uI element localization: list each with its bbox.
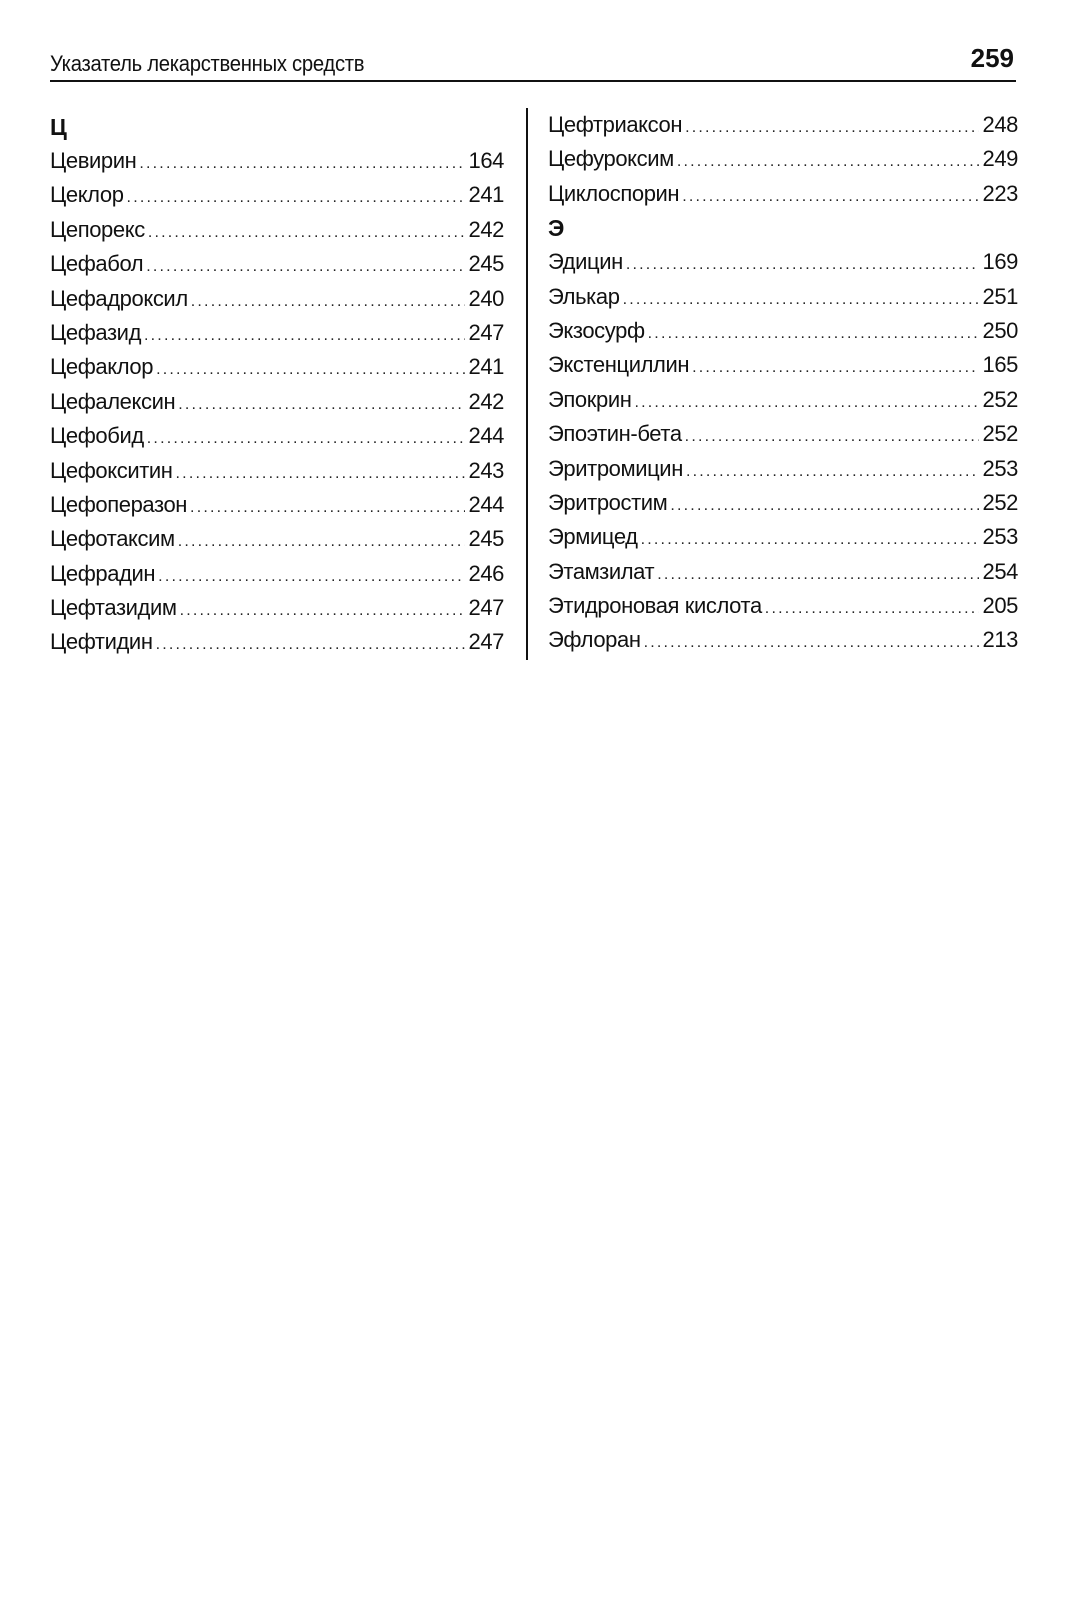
dot-leader (156, 628, 466, 662)
index-entry (50, 247, 504, 281)
entry-page: 165 (982, 352, 1018, 378)
entry-name: Этидроновая кислота (548, 593, 762, 619)
entry-name: Цепорекс (50, 216, 145, 242)
entry-name: Эпокрин (548, 386, 632, 412)
entry-page: 245 (468, 251, 504, 277)
dot-leader (148, 216, 466, 250)
entry-name: Цефокситин (50, 457, 173, 483)
entry-name: Цефрадин (50, 560, 156, 586)
dot-leader (682, 180, 979, 214)
entry-name: Цефобид (50, 423, 144, 449)
dot-leader (685, 420, 980, 454)
entry-page: 205 (982, 593, 1018, 619)
entry-page: 223 (982, 180, 1018, 206)
index-entry (548, 280, 1018, 314)
entry-name: Эрмицед (548, 524, 638, 550)
entry-page: 253 (982, 524, 1018, 550)
entry-page: 164 (468, 148, 504, 173)
dot-leader (139, 147, 465, 181)
dot-leader (692, 351, 979, 385)
index-entry (548, 589, 1018, 623)
entry-name: Экзосурф (548, 317, 645, 343)
dot-leader (147, 422, 466, 456)
entry-name: Цефабол (50, 251, 144, 277)
dot-leader (623, 283, 980, 317)
dot-leader (127, 181, 466, 215)
entry-page: 248 (982, 112, 1018, 137)
dot-leader (626, 248, 980, 282)
entry-page: 243 (468, 457, 504, 483)
index-entry (548, 520, 1018, 554)
dot-leader (146, 250, 465, 284)
entry-page: 244 (468, 491, 504, 517)
index-entry (50, 213, 504, 247)
entry-page: 246 (468, 560, 504, 586)
column-divider (526, 108, 528, 660)
index-entry (548, 348, 1018, 382)
section-letter: Э (548, 215, 565, 242)
page-number: 259 (970, 43, 1014, 73)
index-entry (548, 452, 1018, 486)
entry-page: 251 (982, 283, 1018, 309)
index-entry (548, 417, 1018, 451)
dot-leader (644, 626, 980, 660)
dot-leader (657, 558, 979, 592)
index-entry (50, 522, 504, 556)
entry-name: Цефуроксим (548, 146, 674, 172)
entry-name: Цеклор (50, 182, 124, 208)
index-column-right (548, 108, 1018, 658)
section-letter: Ц (50, 114, 67, 140)
entry-page: 247 (468, 629, 504, 655)
entry-name: Циклоспорин (548, 180, 680, 206)
running-title: Указатель лекарственных средств (50, 51, 365, 76)
index-entry (50, 454, 504, 488)
dot-leader (634, 386, 979, 420)
dot-leader (180, 594, 466, 628)
entry-page: 252 (982, 421, 1018, 447)
entry-name: Элькар (548, 283, 620, 309)
entry-page: 247 (468, 319, 504, 345)
entry-name: Цефалексин (50, 388, 176, 414)
dot-leader (685, 111, 979, 145)
entry-name: Эфлоран (548, 627, 641, 653)
dot-leader (158, 560, 465, 594)
index-entry (548, 177, 1018, 211)
dot-leader (641, 523, 980, 557)
entry-name: Этамзилат (548, 558, 655, 584)
index-entry (548, 623, 1018, 657)
index-entry (548, 486, 1018, 520)
entry-page: 240 (468, 285, 504, 311)
index-entry (50, 144, 504, 178)
index-entry (50, 350, 504, 384)
entry-page: 244 (468, 423, 504, 449)
dot-leader (178, 388, 465, 422)
entry-page: 241 (468, 182, 504, 208)
entry-name: Цефаклор (50, 354, 154, 380)
entry-page: 252 (982, 489, 1018, 515)
dot-leader (677, 145, 980, 179)
index-entry (50, 178, 504, 212)
index-entry (548, 555, 1018, 589)
dot-leader (648, 317, 980, 351)
entry-name: Эритростим (548, 489, 668, 515)
entry-page: 242 (468, 216, 504, 242)
entry-page: 249 (982, 146, 1018, 172)
entry-page: 254 (982, 558, 1018, 584)
entry-page: 213 (982, 627, 1018, 653)
index-column-left (50, 108, 504, 660)
dot-leader (191, 285, 466, 319)
index-entry (548, 245, 1018, 279)
entry-name: Экстенциллин (548, 352, 690, 378)
running-header (50, 30, 1016, 82)
index-entry (50, 488, 504, 522)
dot-leader (765, 592, 980, 626)
index-entry (50, 385, 504, 419)
entry-page: 169 (982, 249, 1018, 275)
entry-page: 245 (468, 526, 504, 552)
entry-page: 241 (468, 354, 504, 380)
dot-leader (156, 353, 465, 387)
entry-name: Эритромицин (548, 455, 683, 481)
entry-name: Цефотаксим (50, 526, 175, 552)
entry-name: Цефтидин (50, 629, 153, 655)
index-entry (548, 108, 1018, 142)
entry-name: Цефоперазон (50, 491, 188, 517)
index-entry (548, 314, 1018, 348)
entry-name: Цефтриаксон (548, 112, 683, 137)
entry-name: Эпоэтин-бета (548, 421, 682, 447)
index-entry (50, 591, 504, 625)
index-entry (548, 142, 1018, 176)
entry-page: 250 (982, 317, 1018, 343)
entry-name: Цевирин (50, 148, 137, 173)
dot-leader (144, 319, 465, 353)
index-entry (50, 557, 504, 591)
index-entry (548, 383, 1018, 417)
dot-leader (686, 455, 980, 489)
index-entry (50, 282, 504, 316)
dot-leader (190, 491, 465, 525)
entry-name: Цефазид (50, 319, 142, 345)
entry-name: Цефтазидим (50, 595, 177, 621)
entry-page: 242 (468, 388, 504, 414)
entry-page: 252 (982, 386, 1018, 412)
index-entry (50, 316, 504, 350)
dot-leader (176, 457, 466, 491)
index-entry (50, 625, 504, 659)
index-entry (50, 419, 504, 453)
entry-name: Эдицин (548, 249, 623, 275)
entry-page: 247 (468, 595, 504, 621)
dot-leader (670, 489, 979, 523)
entry-page: 253 (982, 455, 1018, 481)
dot-leader (178, 525, 466, 559)
entry-name: Цефадроксил (50, 285, 188, 311)
